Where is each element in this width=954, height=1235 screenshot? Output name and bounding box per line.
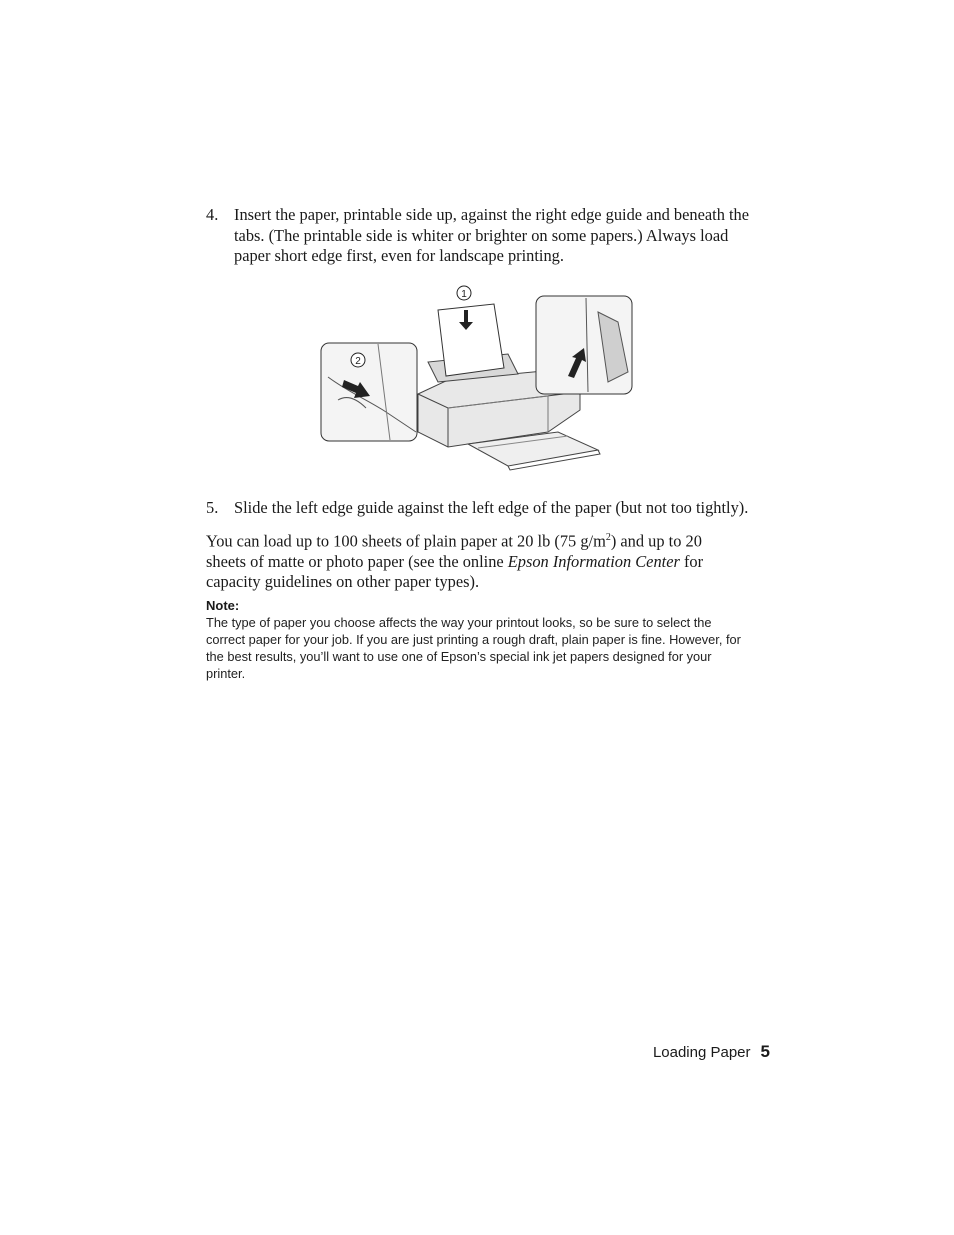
callout-1: 1: [461, 289, 467, 300]
note-text: The type of paper you choose affects the way your printout looks, so be sure to select the correct paper for your job. If you are just printing a rough draft, plain paper is fine. However, for the best results, you’ll want to use one of Epson’s special ink jet papers designed for your printer.: [206, 615, 741, 681]
page-number: 5: [760, 1042, 770, 1061]
step-text: Slide the left edge guide against the left edge of the paper (but not too tightly).: [234, 498, 749, 517]
superscript: 2: [605, 532, 611, 543]
section-title: Loading Paper: [652, 1044, 751, 1061]
note-block: [206, 598, 751, 682]
capacity-text: You can load up to 100 sheets of plain paper at 20 lb (75 g/m: [206, 531, 606, 551]
capacity-text: ) and up to 20 sheets of matte or photo paper (see the online: [206, 531, 702, 571]
capacity-paragraph: [206, 528, 726, 593]
capacity-text: for capacity guidelines on other paper types).: [206, 551, 704, 592]
step-text: Insert the paper, printable side up, against the right edge guide and beneath the tabs. (The printable side is whiter or brighter on some papers.) Always load paper short edge first, even for landscape printing.: [234, 205, 750, 265]
page-footer: [653, 1042, 770, 1062]
step-4: [206, 205, 754, 267]
step-5: [206, 498, 754, 519]
callout-2: 2: [355, 356, 361, 367]
epson-information-center: Epson Information Center: [507, 551, 680, 571]
printer-loading-illustration: [318, 282, 636, 474]
step-number: 4.: [206, 205, 219, 224]
step-number: 5.: [206, 498, 219, 517]
note-label: Note:: [206, 598, 240, 613]
